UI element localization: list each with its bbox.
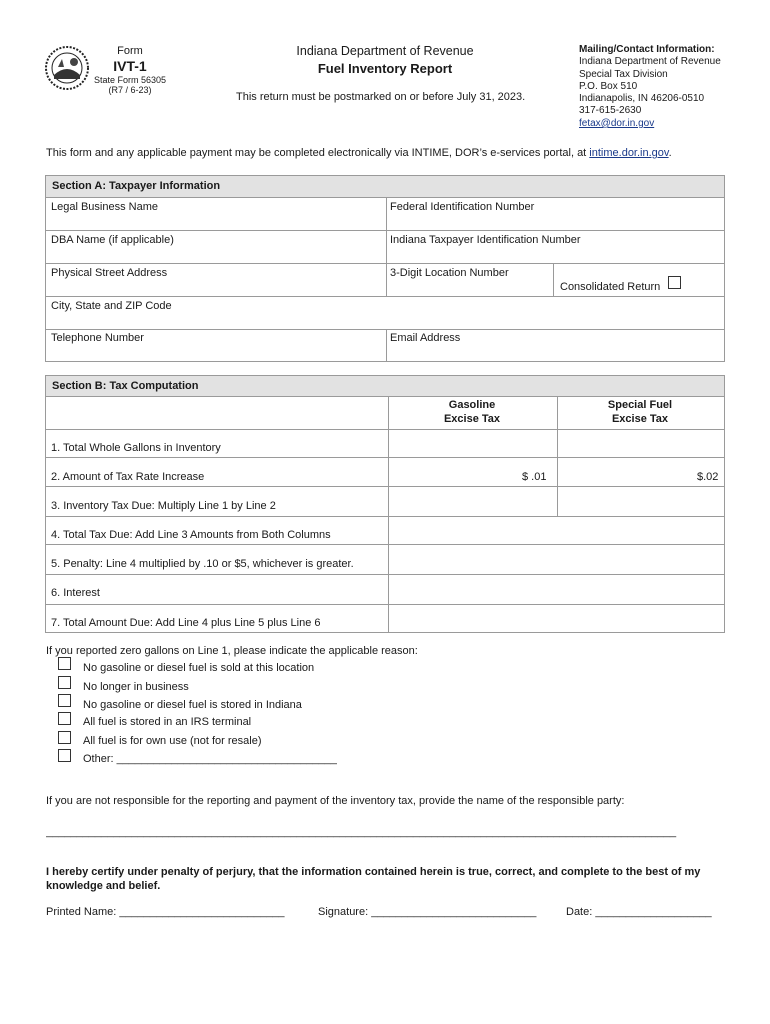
state-form-number: State Form 56305 xyxy=(93,75,167,85)
form-word: Form xyxy=(117,45,143,57)
contact-phone: 317-615-2630 xyxy=(579,105,642,117)
reason-label-no-fuel-stored: No gasoline or diesel fuel is stored in Indiana xyxy=(83,699,302,711)
reason-label-own-use: All fuel is for own use (not for resale) xyxy=(83,735,262,747)
reason-label-no-longer-in-business: No longer in business xyxy=(83,681,189,693)
line-5-input[interactable] xyxy=(389,545,722,572)
intro-sentence: This form and any applicable payment may be completed electronically via INTIME, DOR’s e-services portal, at xyxy=(46,147,590,159)
certification-line2: knowledge and belief. xyxy=(46,880,161,892)
itin-label: Indiana Taxpayer Identification Number xyxy=(390,234,581,246)
fein-input[interactable] xyxy=(387,214,723,228)
agency-name: Indiana Department of Revenue xyxy=(296,44,474,58)
line-3-special-fuel-input[interactable] xyxy=(558,487,722,514)
contact-line1: Indiana Department of Revenue xyxy=(579,56,721,68)
line-1-label: 1. Total Whole Gallons in Inventory xyxy=(51,442,221,454)
contact-email-link[interactable]: fetax@dor.in.gov xyxy=(579,117,655,129)
legal-name-input[interactable] xyxy=(46,214,384,228)
line-7-label: 7. Total Amount Due: Add Line 4 plus Line 5 plus Line 6 xyxy=(51,617,321,629)
reason-checkbox-no-longer-in-business[interactable] xyxy=(58,676,71,689)
section-b-title: Section B: Tax Computation xyxy=(52,380,199,392)
line-4-input[interactable] xyxy=(389,517,722,543)
dba-label: DBA Name (if applicable) xyxy=(51,234,174,246)
special-fuel-column-header xyxy=(557,398,723,426)
signature-field[interactable]: Signature: ___________________________ xyxy=(318,906,537,918)
zero-gallons-prompt: If you reported zero gallons on Line 1, please indicate the applicable reason: xyxy=(46,645,418,657)
reason-label-irs-terminal: All fuel is stored in an IRS terminal xyxy=(83,716,252,728)
itin-input[interactable] xyxy=(387,247,723,261)
certification-line1: I hereby certify under penalty of perjury, that the information contained herein is true, correct, and complete to the best of my xyxy=(46,866,701,878)
line-1-special-fuel-input[interactable] xyxy=(558,430,722,456)
contact-line4: Indianapolis, IN 46206-0510 xyxy=(579,93,705,105)
responsible-party-prompt: If you are not responsible for the reporting and payment of the inventory tax, provide the name of the responsible party: xyxy=(46,795,625,807)
contact-line3: P.O. Box 510 xyxy=(579,80,638,92)
intro-end: . xyxy=(668,147,672,159)
city-label: City, State and ZIP Code xyxy=(51,300,172,312)
gasoline-column-header xyxy=(388,398,556,426)
line-1-gasoline-input[interactable] xyxy=(389,430,555,456)
gasoline-header-1: Gasoline xyxy=(448,399,496,411)
responsible-party-field[interactable]: _______________________________________________________________________________________________________ xyxy=(46,826,677,838)
contact-info xyxy=(579,44,721,130)
special-fuel-rate: $.02 xyxy=(697,471,719,483)
reason-checkbox-no-fuel-sold[interactable] xyxy=(58,657,71,670)
phone-input[interactable] xyxy=(46,345,384,359)
section-a-title: Section A: Taxpayer Information xyxy=(52,180,221,192)
special-fuel-header-1: Special Fuel xyxy=(607,399,673,411)
fein-label: Federal Identification Number xyxy=(390,201,535,213)
location-label: 3-Digit Location Number xyxy=(390,267,509,279)
street-label: Physical Street Address xyxy=(51,267,168,279)
phone-label: Telephone Number xyxy=(51,332,144,344)
page-title: Fuel Inventory Report xyxy=(317,61,453,76)
gasoline-rate: $ .01 xyxy=(522,471,547,483)
contact-heading: Mailing/Contact Information: xyxy=(579,44,715,55)
reason-label-no-fuel-sold: No gasoline or diesel fuel is sold at this location xyxy=(83,662,315,674)
city-input[interactable] xyxy=(46,313,723,327)
line-5-label: 5. Penalty: Line 4 multiplied by .10 or $5, whichever is greater. xyxy=(51,558,354,570)
intro-text xyxy=(46,147,746,159)
reason-label-other: Other: ____________________________________ xyxy=(83,753,337,765)
reason-checkbox-other[interactable] xyxy=(58,749,71,762)
legal-name-label: Legal Business Name xyxy=(51,201,159,213)
form-revision: (R7 / 6-23) xyxy=(108,85,152,95)
consolidated-return-checkbox[interactable] xyxy=(668,276,681,289)
postmark-note: This return must be postmarked on or before July 31, 2023. xyxy=(236,91,526,103)
special-fuel-header-2: Excise Tax xyxy=(611,413,669,425)
line-2-label: 2. Amount of Tax Rate Increase xyxy=(51,471,205,483)
line-6-input[interactable] xyxy=(389,575,722,602)
email-label: Email Address xyxy=(390,332,461,344)
line-7-input[interactable] xyxy=(389,605,722,631)
email-input[interactable] xyxy=(387,345,723,359)
date-field[interactable]: Date: ___________________ xyxy=(566,906,712,918)
street-input[interactable] xyxy=(46,280,384,294)
reason-checkbox-own-use[interactable] xyxy=(58,731,71,744)
line-6-label: 6. Interest xyxy=(51,587,100,599)
contact-line2: Special Tax Division xyxy=(579,68,668,80)
intime-link[interactable]: intime.dor.in.gov xyxy=(589,147,669,159)
line-3-label: 3. Inventory Tax Due: Multiply Line 1 by Line 2 xyxy=(51,500,276,512)
gasoline-header-2: Excise Tax xyxy=(443,413,501,425)
form-id: IVT-1 xyxy=(113,58,147,74)
reason-checkbox-no-fuel-stored[interactable] xyxy=(58,694,71,707)
line-3-gasoline-input[interactable] xyxy=(389,487,555,514)
location-input[interactable] xyxy=(387,280,551,294)
dba-input[interactable] xyxy=(46,247,384,261)
certification-statement xyxy=(46,865,736,893)
printed-name-field[interactable]: Printed Name: ___________________________ xyxy=(46,906,285,918)
reason-checkbox-irs-terminal[interactable] xyxy=(58,712,71,725)
consolidated-label: Consolidated Return xyxy=(560,281,661,293)
line-4-label: 4. Total Tax Due: Add Line 3 Amounts from Both Columns xyxy=(51,529,331,541)
